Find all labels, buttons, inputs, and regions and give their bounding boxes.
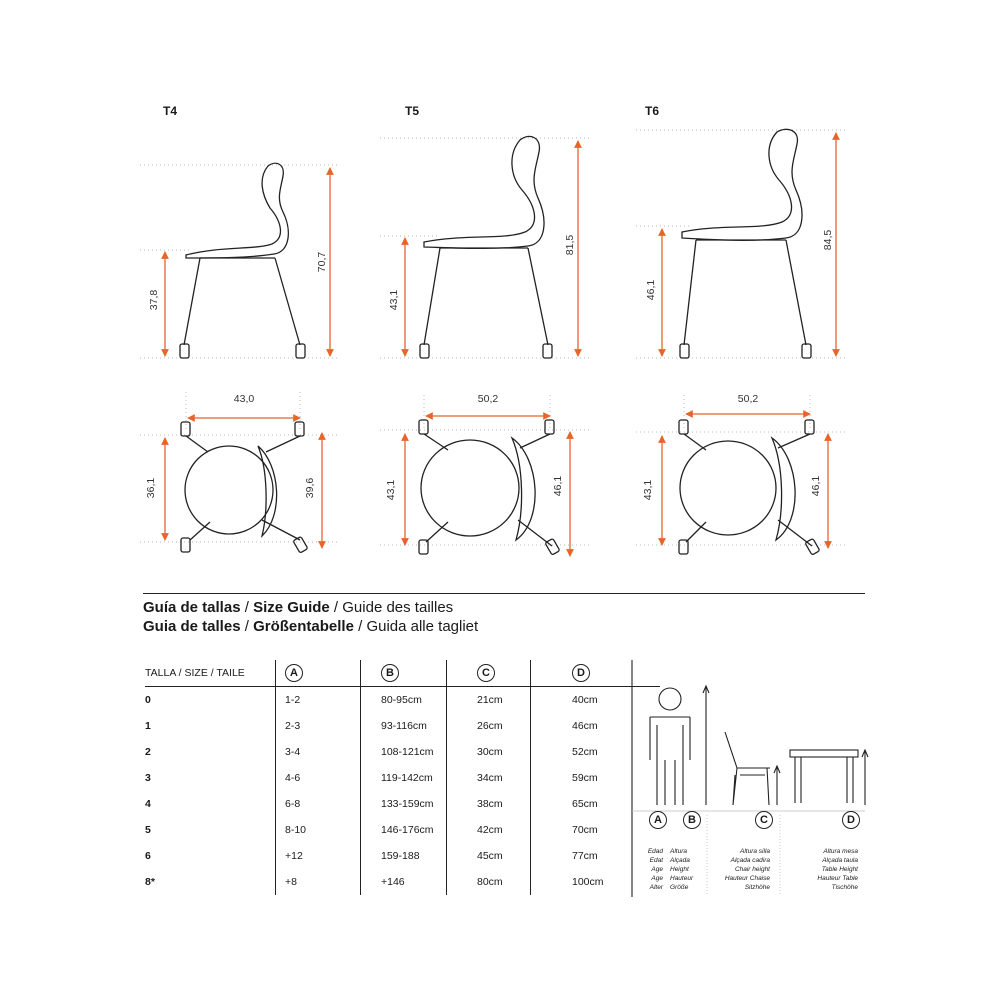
table-row: 2 3-4 108-121cm 30cm 52cm: [145, 746, 598, 758]
model-label-t5: T5: [405, 104, 420, 118]
guide-title-line-1: Guía de tallas / Size Guide / Guide des tailles: [143, 599, 454, 616]
t6-height-seat: 46,1: [645, 279, 657, 301]
model-label-t6: T6: [645, 104, 660, 118]
t6-top-view: [636, 395, 848, 555]
table-row: 8* +8 +146 80cm 100cm: [145, 876, 604, 888]
table-icon: [790, 750, 858, 803]
t6-side-view: [636, 129, 848, 358]
t5-height-seat: 43,1: [388, 289, 400, 311]
t4-height-total: 70,7: [316, 251, 328, 273]
t4-height-seat: 37,8: [148, 289, 160, 311]
header-c-icon: C: [477, 664, 495, 682]
table-row: 5 8-10 146-176cm 42cm 70cm: [145, 824, 598, 836]
t5-depth-left: 43,1: [385, 479, 397, 501]
t4-width: 43,0: [233, 393, 255, 405]
t5-top-view: [380, 395, 590, 555]
t6-depth-right: 46,1: [810, 475, 822, 497]
table-row: 3 4-6 119-142cm 34cm 59cm: [145, 772, 598, 784]
t6-height-total: 84,5: [822, 229, 834, 251]
t5-depth-right: 46,1: [552, 475, 564, 497]
legend-c-icon: C: [755, 811, 773, 829]
header-size: TALLA / SIZE / TAILE: [145, 660, 275, 687]
guide-title: [143, 598, 478, 636]
guide-title-line-2: Guia de talles / Größentabelle / Guida alle tagliet: [143, 618, 479, 635]
t5-side-view: [380, 136, 590, 358]
chair-icon: [725, 732, 770, 805]
header-d-icon: D: [572, 664, 590, 682]
t4-depth-right: 39,6: [304, 477, 316, 499]
table-row: 0 1-2 80-95cm 21cm 40cm: [145, 694, 598, 706]
legend-c-text: Altura silla Alçada cadira Chair height Hauteur Chaise Sitzhöhe: [724, 848, 770, 891]
table-row: 1 2-3 93-116cm 26cm 46cm: [145, 720, 598, 732]
t6-width: 50,2: [737, 393, 759, 405]
legend-d-text: Altura mesa Alçada taula Table Height Hauteur Table Tischöhe: [817, 848, 858, 891]
legend-d-icon: D: [842, 811, 860, 829]
legend-a-icon: A: [649, 811, 667, 829]
table-row: 4 6-8 133-159cm 38cm 65cm: [145, 798, 598, 810]
legend-b-text: Altura Alçada Height Hauteur Größe: [670, 848, 694, 891]
t4-side-view: [140, 163, 340, 358]
header-a-icon: A: [285, 664, 303, 682]
t4-depth-left: 36,1: [145, 477, 157, 499]
t6-depth-left: 43,1: [642, 479, 654, 501]
table-header-row: [145, 660, 660, 687]
t5-height-total: 81,5: [564, 234, 576, 256]
person-icon: [650, 688, 690, 805]
model-label-t4: T4: [163, 104, 178, 118]
t5-width: 50,2: [477, 393, 499, 405]
legend-b-icon: B: [683, 811, 701, 829]
legend-a-text: Edad Edat Age Age Alter: [647, 848, 663, 891]
t4-top-view: [140, 392, 340, 553]
size-table: [145, 660, 660, 895]
header-b-icon: B: [381, 664, 399, 682]
guide-divider: [143, 593, 865, 594]
table-row: 6 +12 159-188 45cm 77cm: [145, 850, 598, 862]
